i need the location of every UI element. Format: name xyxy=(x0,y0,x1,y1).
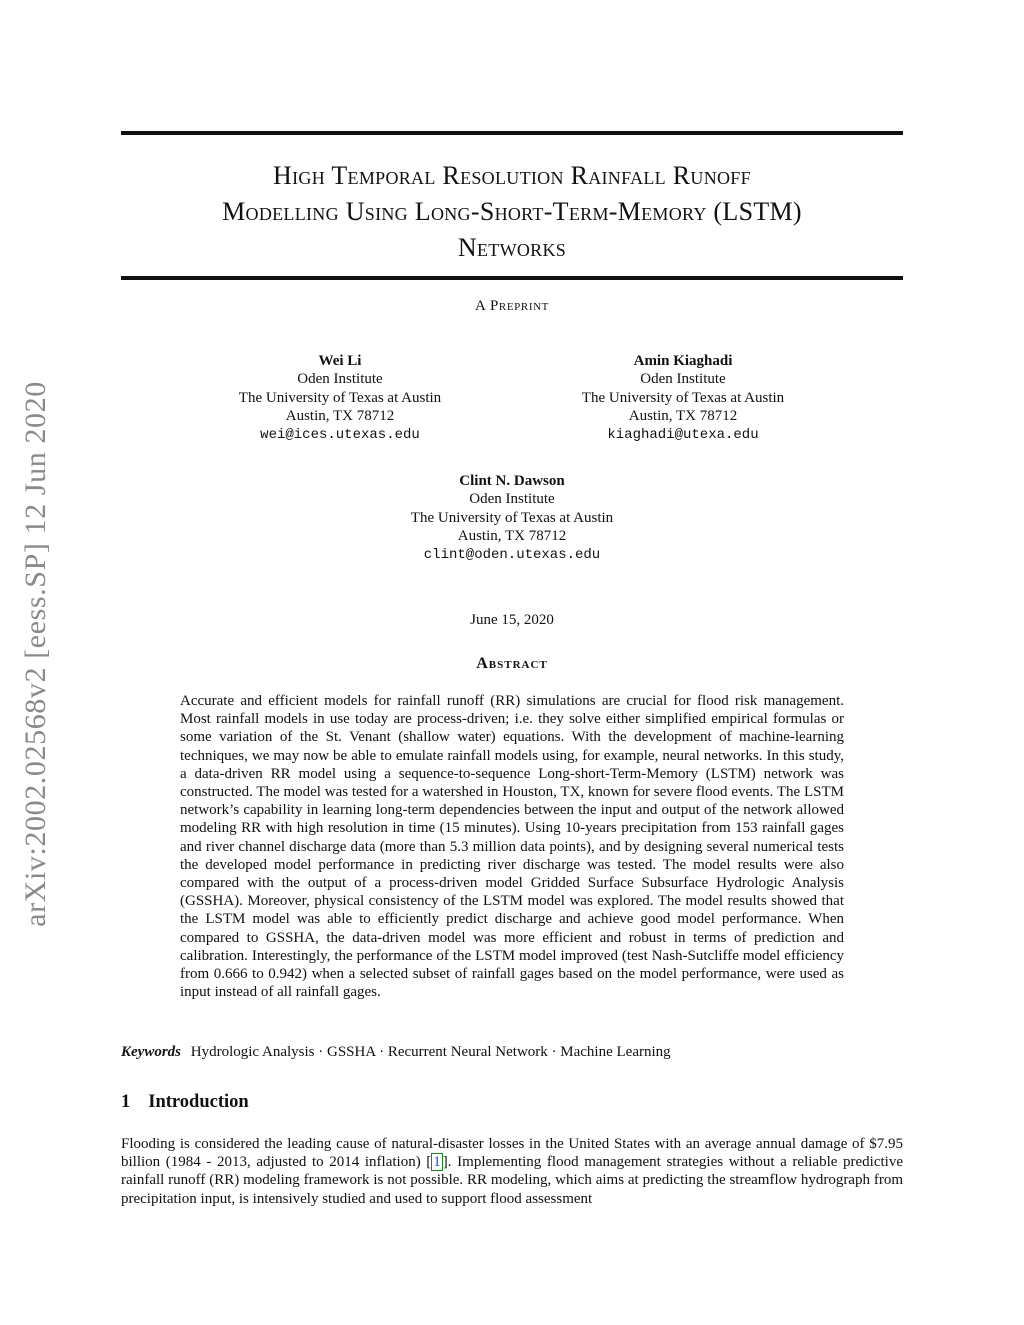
author-name: Clint N. Dawson xyxy=(459,473,565,489)
keywords-label: Keywords xyxy=(121,1044,181,1060)
author-email[interactable]: kiaghadi@utexa.edu xyxy=(607,426,759,443)
section-heading xyxy=(121,1092,249,1113)
section-title: Introduction xyxy=(148,1092,249,1112)
title-bottom-rule xyxy=(121,276,903,280)
author-university: The University of Texas at Austin xyxy=(410,509,614,526)
author-email[interactable]: wei@ices.utexas.edu xyxy=(260,426,420,443)
abstract-heading: Abstract xyxy=(476,655,548,672)
author-address: Austin, TX 78712 xyxy=(457,528,567,545)
author-block xyxy=(200,352,480,444)
title-line-2: Modelling Using Long-Short-Term-Memory (LSTM) xyxy=(222,197,802,226)
author-address: Austin, TX 78712 xyxy=(628,408,738,425)
author-name: Wei Li xyxy=(318,353,362,369)
title-line-3: Networks xyxy=(457,233,567,262)
intro-text-start: Flooding is considered the leading cause of natural-disaster losses in the United States with an average annual damage of $7.95 billion (1984 - 2013, adjusted to 2014 inflation) [ xyxy=(121,1136,903,1171)
section-number: 1 xyxy=(121,1092,131,1112)
arxiv-identifier: arXiv:2002.02568v2 [eess.SP] 12 Jun 2020 xyxy=(19,381,52,927)
intro-text-end: ]. Implementing flood management strategies without a reliable predictive rainfall runoff (RR) modeling framework is not possible. RR modeling, which aims at predicting the streamflow hydrograph from precipitation input, is intensively studied and used to support flood assessment xyxy=(121,1154,903,1207)
title-top-rule xyxy=(121,131,903,135)
author-university: The University of Texas at Austin xyxy=(238,389,442,406)
author-institute: Oden Institute xyxy=(640,371,726,388)
author-address: Austin, TX 78712 xyxy=(285,408,395,425)
citation-link[interactable]: 1 xyxy=(433,1154,441,1171)
title-line-1: High Temporal Resolution Rainfall Runoff xyxy=(273,161,751,190)
author-institute: Oden Institute xyxy=(469,491,555,508)
author-university: The University of Texas at Austin xyxy=(581,389,785,406)
author-name: Amin Kiaghadi xyxy=(633,353,733,369)
arxiv-sidebar xyxy=(15,354,57,954)
author-email[interactable]: clint@oden.utexas.edu xyxy=(423,546,601,563)
author-institute: Oden Institute xyxy=(297,371,383,388)
introduction-paragraph xyxy=(121,1135,903,1208)
keywords-line xyxy=(121,1044,903,1061)
keywords-text: Hydrologic Analysis · GSSHA · Recurrent Neural Network · Machine Learning xyxy=(190,1044,671,1060)
author-block xyxy=(543,352,823,444)
publication-date: June 15, 2020 xyxy=(470,612,554,628)
paper-title xyxy=(121,158,903,266)
abstract-text: Accurate and efficient models for rainfall runoff (RR) simulations are crucial for flood risk management. Most rainfall models in use today are process-driven; i.e. they solve either simplified empirical formulas or some variation of the St. Venant (shallow water) equations. With the development of machine-learning techniques, we may now be able to emulate rainfall models using, for example, neural networks. In this study, a data-driven RR model using a sequence-to-sequence Long-short-Term-Memory (LSTM) network was constructed. The model was tested for a watershed in Houston, TX, known for severe flood events. The LSTM network’s capability in learning long-term dependencies between the input and output of the network allowed modeling RR with high resolution in time (15 minutes). Using 10-years precipitation from 153 rainfall gages and river channel discharge data (more than 5.3 million data points), and by designing several numerical tests the developed model performance in predicting river discharge was tested. The model results were also compared with the output of a process-driven model Gridded Surface Subsurface Hydrologic Analysis (GSSHA). Moreover, physical consistency of the LSTM model was explored. The model results showed that the LSTM model was able to efficiently predict discharge and achieve good model performance. When compared to GSSHA, the data-driven model was more efficient and robust in terms of prediction and calibration. Interestingly, the performance of the LSTM model improved (test Nash-Sutcliffe model efficiency from 0.666 to 0.942) when a selected subset of rainfall gages based on the model performance, were used as input instead of all rainfall gages. xyxy=(180,693,844,1001)
author-block xyxy=(372,472,652,564)
preprint-label: A Preprint xyxy=(475,298,549,314)
